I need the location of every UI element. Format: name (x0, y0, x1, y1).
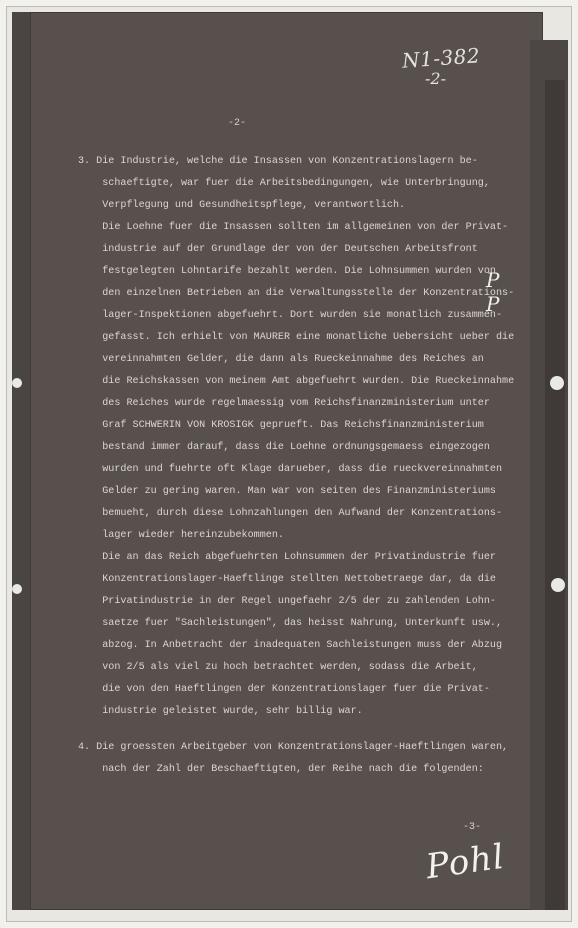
text-line: gefasst. Ich erhielt von MAURER eine monatliche Uebersicht ueber die (78, 332, 515, 343)
page-number: -2- (228, 118, 247, 129)
text-line: schaeftigte, war fuer die Arbeitsbedingungen, wie Unterbringung, (78, 178, 490, 189)
text-line: bemueht, durch diese Lohnzahlungen den Aufwand der Konzentrations- (78, 508, 503, 519)
punch-hole (12, 378, 22, 388)
document-id: N1-382 (401, 43, 481, 73)
signature: Pohl (423, 836, 508, 888)
text-line: die Reichskassen von meinem Amt abgefuehrt wurden. Die Rueckeinnahme (78, 376, 515, 387)
text-line: festgelegten Lohntarife bezahlt werden. Die Lohnsummen wurden von (78, 266, 496, 277)
text-line: saetze fuer "Sachleistungen", das heisst Nahrung, Unterkunft usw., (78, 618, 503, 629)
text-line: die von den Haeftlingen der Konzentrationslager fuer die Privat- (78, 684, 490, 695)
paragraph-gap (78, 723, 488, 737)
right-edge-shadow (545, 80, 565, 910)
text-line: bestand immer darauf, dass die Loehne ordnungsgemaess eingezogen (78, 442, 490, 453)
text-line: 4. Die groessten Arbeitgeber von Konzentrationslager-Haeftlingen waren, (78, 742, 509, 753)
text-line: Die an das Reich abgefuehrten Lohnsummen der Privatindustrie fuer (78, 552, 496, 563)
text-line: den einzelnen Betrieben an die Verwaltungsstelle der Konzentrations- (78, 288, 515, 299)
text-line: des Reiches wurde regelmaessig vom Reichsfinanzministerium unter (78, 398, 490, 409)
paragraph-4 (78, 737, 509, 781)
text-line: wurden und fuehrte oft Klage darueber, dass die rueckvereinnahmten (78, 464, 503, 475)
punch-hole (551, 578, 565, 592)
text-line: Die Loehne fuer die Insassen sollten im allgemeinen von der Privat- (78, 222, 509, 233)
text-line: von 2/5 als viel zu hoch betrachtet werden, sodass die Arbeit, (78, 662, 478, 673)
text-line: Graf SCHWERIN VON KROSIGK geprueft. Das Reichsfinanzministerium (78, 420, 484, 431)
next-page-number: -3- (463, 822, 482, 833)
text-line: industrie auf der Grundlage der von der Deutschen Arbeitsfront (78, 244, 478, 255)
text-line: industrie geleistet wurde, sehr billig war. (78, 706, 363, 717)
margin-mark: P (486, 292, 500, 316)
text-line: Gelder zu gering waren. Man war von seiten des Finanzministeriums (78, 486, 496, 497)
document-id-sub: -2- (425, 69, 446, 88)
text-line: lager-Inspektionen abgefuehrt. Dort wurden sie monatlich zusammen- (78, 310, 503, 321)
text-line: abzog. In Anbetracht der inadequaten Sachleistungen muss der Abzug (78, 640, 503, 651)
text-line: Privatindustrie in der Regel ungefaehr 2/5 der zu zahlenden Lohn- (78, 596, 496, 607)
text-line: vereinnahmten Gelder, die dann als Rueckeinnahme des Reiches an (78, 354, 484, 365)
text-line: Verpflegung und Gesundheitspflege, verantwortlich. (78, 200, 406, 211)
punch-hole (12, 584, 22, 594)
text-line: lager wieder hereinzubekommen. (78, 530, 284, 541)
margin-mark: P (486, 268, 500, 292)
punch-hole (550, 376, 564, 390)
text-line: nach der Zahl der Beschaeftigten, der Reihe nach die folgenden: (78, 764, 484, 775)
body-text (78, 151, 515, 781)
text-line: 3. Die Industrie, welche die Insassen von Konzentrationslagern be- (78, 156, 478, 167)
paragraph-3 (78, 151, 515, 723)
text-line: Konzentrationslager-Haeftlinge stellten Nettobetraege dar, da die (78, 574, 496, 585)
